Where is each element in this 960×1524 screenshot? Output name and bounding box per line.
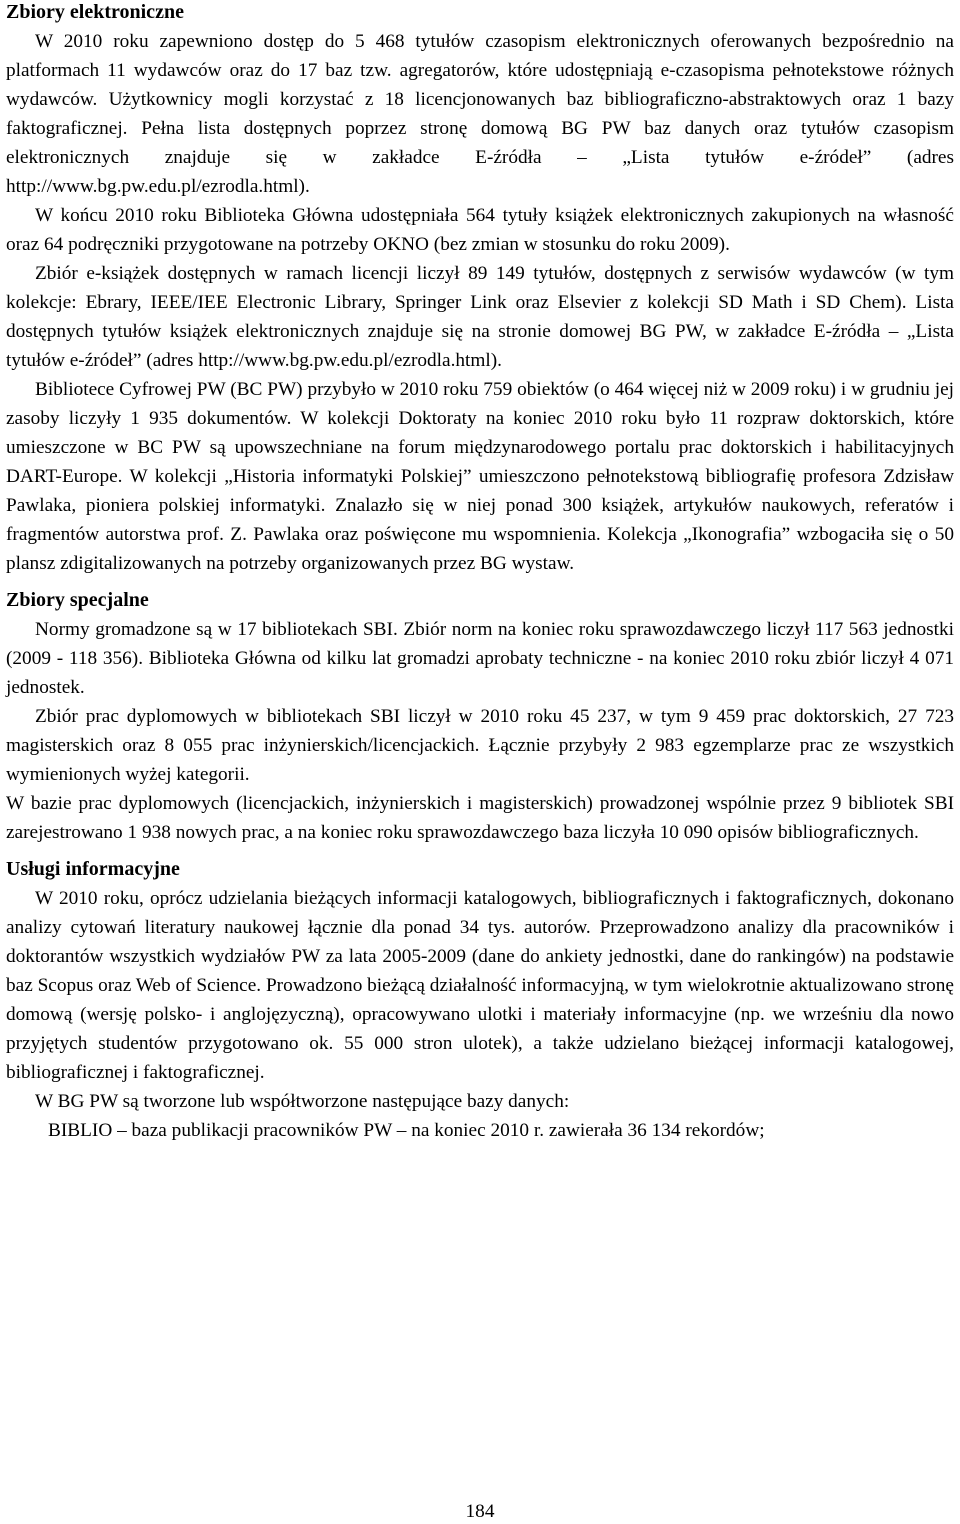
paragraph: Normy gromadzone są w 17 bibliotekach SBI. Zbiór norm na koniec roku sprawozdawczego liczył 117 563 jednostki (2009 - 118 356). Biblioteka Główna od kilku lat gromadzi aprobaty techniczne - na koniec 2010 roku zbiór liczył 4 071 jednostek. xyxy=(6,619,954,698)
document-page xyxy=(6,0,954,1145)
paragraph: Bibliotece Cyfrowej PW (BC PW) przybyło w 2010 roku 759 obiektów (o 464 więcej niż w 2009 roku) i w grudniu jej zasoby liczyły 1 935 dokumentów. W kolekcji Doktoraty na koniec 2010 roku było 11 rozpraw doktorskich, które umieszczone w BC PW są upowszechniane na forum międzynarodowego portalu prac doktorskich i habilitacyjnych DART-Europe. W kolekcji „Historia informatyki Polskiej” umieszczono pełnotekstową bibliografię profesora Zdzisław Pawlaka, pioniera polskiej informatyki. Znalazło się w niej ponad 300 książek, artykułów naukowych, referatów i fragmentów autorstwa prof. Z. Pawlaka oraz poświęcone mu wspomnienia. Kolekcja „Ikonografia” wzbogaciła się o 50 plansz zdigitalizowanych na potrzeby organizowanych przez BG wystaw. xyxy=(6,379,954,574)
section-heading-zbiory-elektroniczne: Zbiory elektroniczne xyxy=(6,1,184,23)
section-heading-zbiory-specjalne: Zbiory specjalne xyxy=(6,589,149,611)
paragraph: Zbiór e-książek dostępnych w ramach licencji liczył 89 149 tytułów, dostępnych z serwisów wydawców (w tym kolekcje: Ebrary, IEEE/IEE Electronic Library, Springer Link oraz Elsevier z kolekcji SD Math i SD Chem). Lista dostępnych tytułów książek elektronicznych znajduje się na stronie domowej BG PW, w zakładce E-źródła – „Lista tytułów e-źródeł” (adres http://www.bg.pw.edu.pl/ezrodla.html). xyxy=(6,263,954,371)
paragraph: W 2010 roku, oprócz udzielania bieżących informacji katalogowych, bibliograficznych i faktograficznych, dokonano analizy cytowań literatury naukowej łącznie dla ponad 34 tys. autorów. Przeprowadzono analizy dla pracowników i doktorantów wszystkich wydziałów PW za lata 2005-2009 (dane do ankiety jednostki, dane do rankingów) na podstawie baz Scopus oraz Web of Science. Prowadzono bieżącą działalność informacyjną, w tym wielokrotnie aktualizowano stronę domową (wersję polsko- i anglojęzyczną), opracowywano ulotki i materiały informacyjne (np. we wrześniu dla nowo przyjętych studentów przygotowano ok. 55 000 stron ulotek), a także udzielano bieżącej informacji katalogowej, bibliograficznej i faktograficznej. xyxy=(6,888,954,1083)
list-item-biblio: BIBLIO – baza publikacji pracowników PW – na koniec 2010 r. zawierała 36 134 rekordów; xyxy=(48,1120,765,1141)
paragraph: W BG PW są tworzone lub współtworzone następujące bazy danych: xyxy=(35,1091,570,1112)
paragraph: Zbiór prac dyplomowych w bibliotekach SBI liczył w 2010 roku 45 237, w tym 9 459 prac doktorskich, 27 723 magisterskich oraz 8 055 prac inżynierskich/licencjackich. Łącznie przybyły 2 983 egzemplarze prac ze wszystkich wymienionych wyżej kategorii. xyxy=(6,706,954,785)
paragraph: W końcu 2010 roku Biblioteka Główna udostępniała 564 tytuły książek elektronicznych zakupionych na własność oraz 64 podręczniki przygotowane na potrzeby OKNO (bez zmian w stosunku do roku 2009). xyxy=(6,205,954,255)
paragraph: W 2010 roku zapewniono dostęp do 5 468 tytułów czasopism elektronicznych oferowanych bezpośrednio na platformach 11 wydawców oraz do 17 baz tzw. agregatorów, które udostępniają e-czasopisma pełnotekstowe różnych wydawców. Użytkownicy mogli korzystać z 18 licencjonowanych baz bibliograficzno-abstraktowych oraz 1 bazy faktograficznej. Pełna lista dostępnych poprzez stronę domową BG PW baz danych oraz tytułów czasopism elektronicznych znajduje się w zakładce E-źródła – „Lista tytułów e-źródeł” (adres http://www.bg.pw.edu.pl/ezrodla.html). xyxy=(6,31,954,197)
page-number: 184 xyxy=(465,1501,495,1522)
section-heading-uslugi-informacyjne: Usługi informacyjne xyxy=(6,858,180,880)
paragraph: W bazie prac dyplomowych (licencjackich, inżynierskich i magisterskich) prowadzonej wspólnie przez 9 bibliotek SBI zarejestrowano 1 938 nowych prac, a na koniec roku sprawozdawczego baza liczyła 10 090 opisów bibliograficznych. xyxy=(6,793,954,843)
